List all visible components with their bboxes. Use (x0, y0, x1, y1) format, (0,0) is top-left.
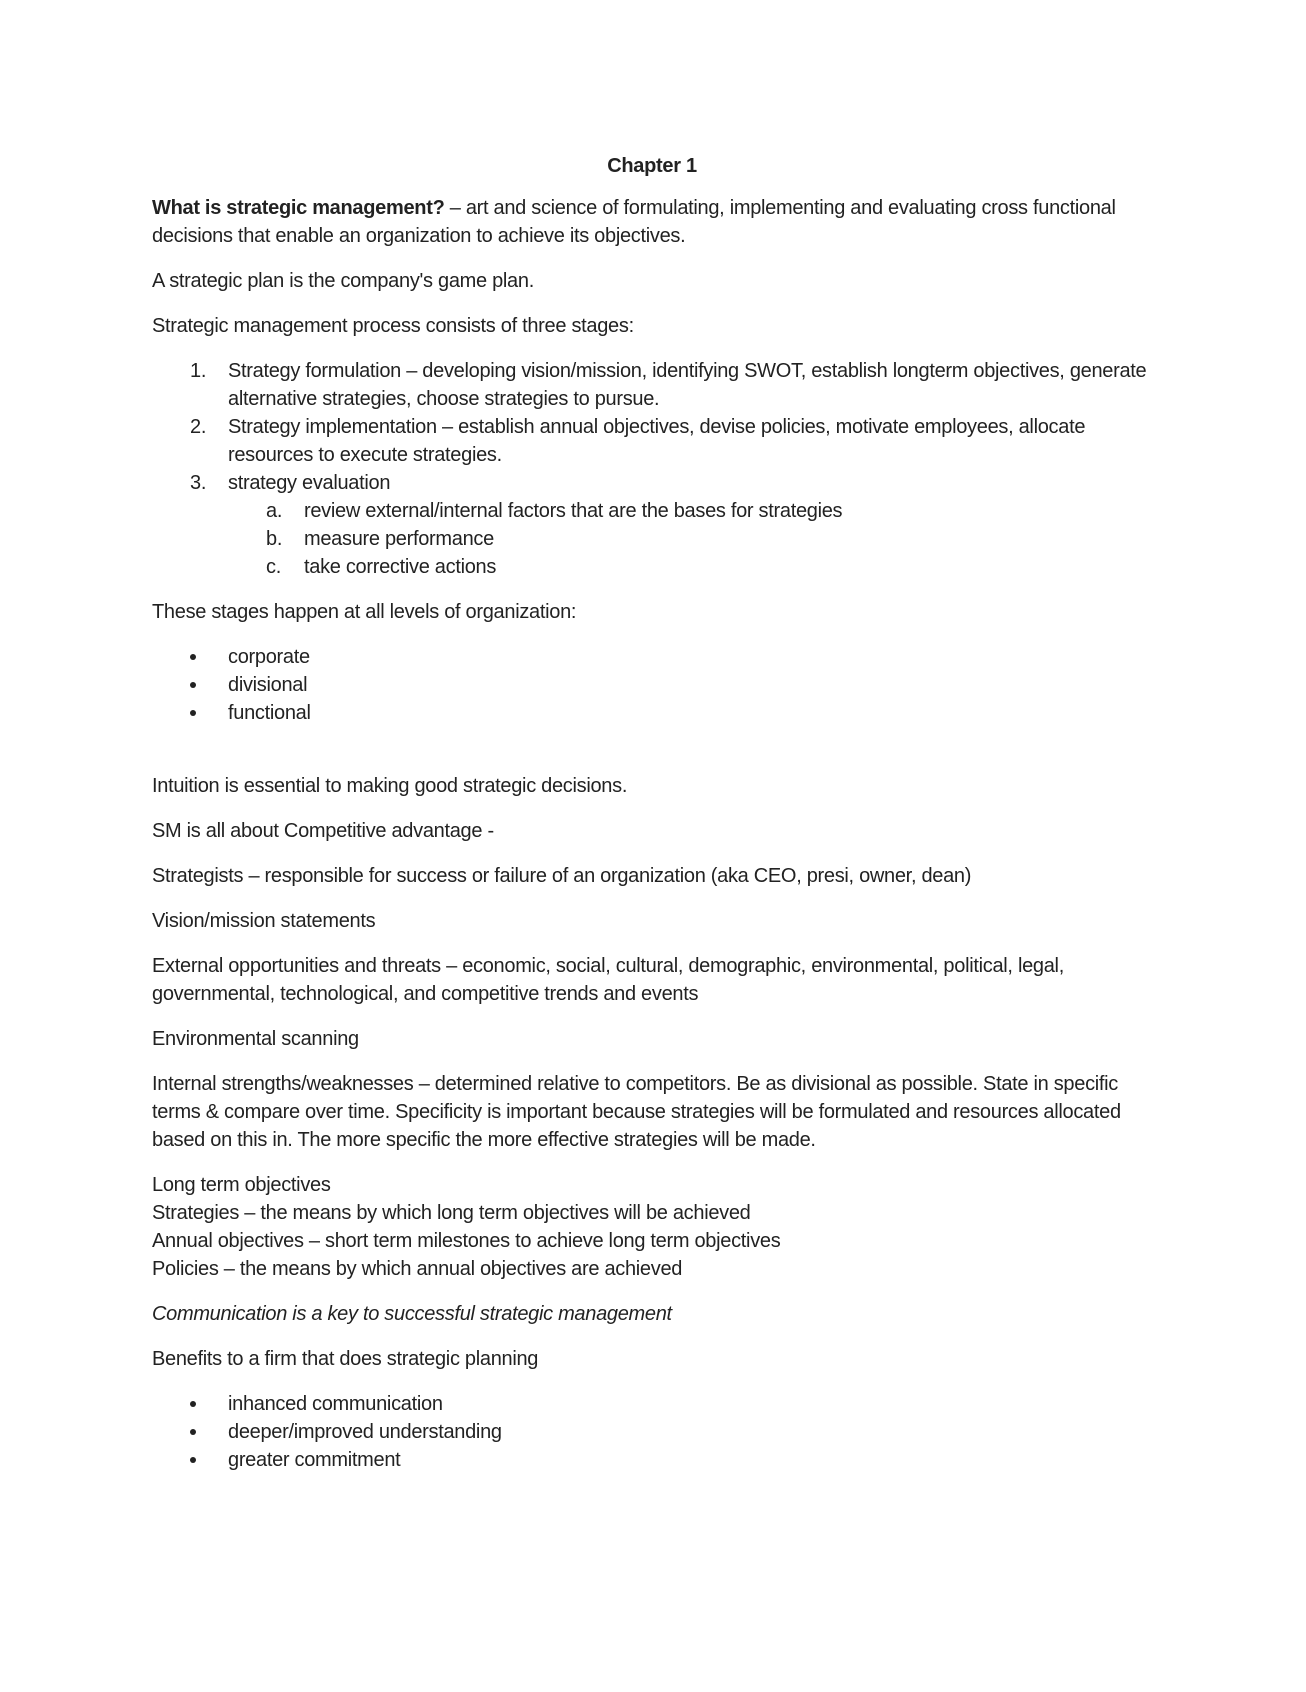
competitive-paragraph: SM is all about Competitive advantage - (152, 820, 494, 842)
terms-block (152, 1171, 1152, 1283)
bullet-icon (190, 1429, 196, 1435)
level-text: corporate (228, 646, 310, 668)
step-letter: a. (266, 500, 283, 522)
step-text: take corrective actions (304, 556, 497, 578)
communication-paragraph: Communication is a key to successful strategic management (152, 1303, 672, 1325)
benefit-text: deeper/improved understanding (228, 1421, 502, 1443)
step-text: measure performance (304, 528, 494, 550)
levels-list (152, 643, 1152, 727)
stage-item (152, 413, 1152, 469)
term-line: Long term objectives (152, 1174, 331, 1196)
bullet-icon (190, 1457, 196, 1463)
stage-item (152, 357, 1152, 413)
stage-number: 3. (190, 472, 207, 494)
stage-text: strategy evaluation (228, 472, 391, 494)
bullet-icon (190, 1401, 196, 1407)
step-letter: c. (266, 556, 281, 578)
internal-paragraph: Internal strengths/weaknesses – determined relative to competitors. Be as divisional as possible. State in specific terms & compare over time. Specificity is important because strategies will be formulated and resources allocated based on this in. The more specific the more effective strategies will be made. (152, 1073, 1121, 1151)
stage-text: Strategy implementation – establish annual objectives, devise policies, motivate employees, allocate resources to execute strategies. (228, 416, 1086, 466)
stage-item (152, 469, 1152, 581)
strategic-plan-paragraph: A strategic plan is the company's game plan. (152, 270, 534, 292)
evaluation-steps-list (228, 497, 1152, 581)
scanning-paragraph: Environmental scanning (152, 1028, 359, 1050)
intuition-paragraph: Intuition is essential to making good strategic decisions. (152, 775, 628, 797)
intro-definition: – art and science of formulating, implementing and evaluating cross functional decisions that enable an organization to achieve its objectives. (152, 197, 1116, 247)
benefit-text: inhanced communication (228, 1393, 443, 1415)
benefits-intro-paragraph: Benefits to a firm that does strategic planning (152, 1348, 539, 1370)
stage-text: Strategy formulation – developing vision/mission, identifying SWOT, establish longterm objectives, generate alternative strategies, choose strategies to pursue. (228, 360, 1147, 410)
bullet-icon (190, 682, 196, 688)
level-item (152, 699, 1152, 727)
evaluation-step-item (228, 525, 1152, 553)
levels-intro-paragraph: These stages happen at all levels of organization: (152, 601, 577, 623)
external-paragraph: External opportunities and threats – economic, social, cultural, demographic, environmental, political, legal, governmental, technological, and competitive trends and events (152, 955, 1064, 1005)
bullet-icon (190, 654, 196, 660)
intro-question: What is strategic management? (152, 197, 445, 219)
chapter-title: Chapter 1 (607, 155, 697, 177)
benefit-item (152, 1446, 1152, 1474)
benefits-list (152, 1390, 1152, 1474)
benefit-item (152, 1390, 1152, 1418)
intro-paragraph (152, 194, 1152, 250)
step-letter: b. (266, 528, 283, 550)
term-line: Policies – the means by which annual objectives are achieved (152, 1258, 683, 1280)
strategists-paragraph: Strategists – responsible for success or failure of an organization (aka CEO, presi, owner, dean) (152, 865, 972, 887)
stage-number: 2. (190, 416, 207, 438)
process-intro-paragraph: Strategic management process consists of three stages: (152, 315, 634, 337)
evaluation-step-item (228, 497, 1152, 525)
term-line: Strategies – the means by which long term objectives will be achieved (152, 1202, 751, 1224)
spacer (152, 744, 1152, 772)
level-item (152, 671, 1152, 699)
step-text: review external/internal factors that are the bases for strategies (304, 500, 843, 522)
benefit-item (152, 1418, 1152, 1446)
level-text: functional (228, 702, 311, 724)
level-text: divisional (228, 674, 308, 696)
bullet-icon (190, 710, 196, 716)
vision-paragraph: Vision/mission statements (152, 910, 376, 932)
stages-list (152, 357, 1152, 581)
term-line: Annual objectives – short term milestones to achieve long term objectives (152, 1230, 781, 1252)
evaluation-step-item (228, 553, 1152, 581)
level-item (152, 643, 1152, 671)
benefit-text: greater commitment (228, 1449, 401, 1471)
document-content (152, 152, 1152, 1491)
stage-number: 1. (190, 360, 207, 382)
